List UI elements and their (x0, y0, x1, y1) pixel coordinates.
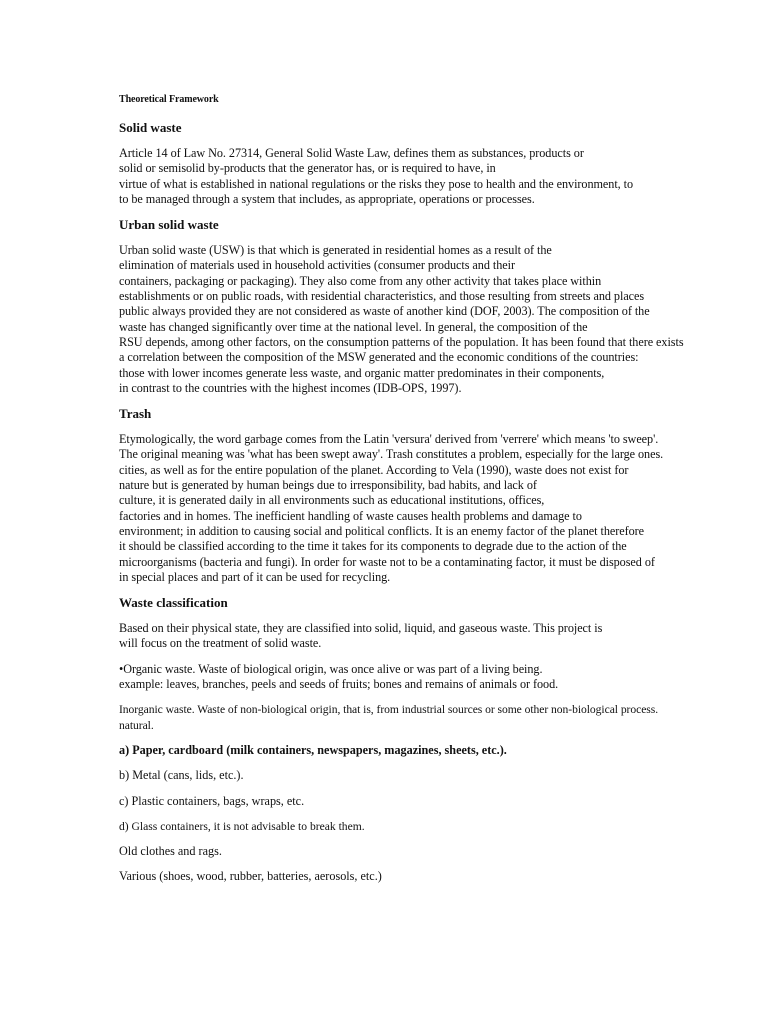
text-line: RSU depends, among other factors, on the consumption patterns of the population. It has been found that there exists (119, 334, 684, 349)
text-line: natural. (119, 718, 154, 732)
text-line: culture, it is generated daily in all environments such as educational institutions, offices, (119, 493, 545, 508)
text-line: example: leaves, branches, peels and seeds of fruits; bones and remains of animals or food. (119, 677, 559, 692)
text-line: waste has changed significantly over time at the national level. In general, the composition of the (119, 319, 588, 334)
text-line: in contrast to the countries with the highest incomes (IDB-OPS, 1997). (119, 380, 462, 395)
section-heading-urban-solid-waste: Urban solid waste (119, 217, 219, 233)
text-line: solid or semisolid by-products that the generator has, or is required to have, in (119, 161, 496, 176)
paragraph-inorganic-waste (119, 702, 709, 733)
list-item-various: Various (shoes, wood, rubber, batteries, aerosols, etc.) (119, 869, 382, 884)
text-line: cities, as well as for the entire population of the planet. According to Vela (1990), waste does not exist for (119, 462, 629, 477)
text-line: a correlation between the composition of the MSW generated and the economic conditions of the countries: (119, 350, 639, 365)
document-page (119, 94, 709, 895)
document-title: Theoretical Framework (119, 94, 219, 105)
list-item-paper: a) Paper, cardboard (milk containers, newspapers, magazines, sheets, etc.). (119, 742, 507, 757)
text-line: Etymologically, the word garbage comes from the Latin 'versura' derived from 'verrere' which means 'to sweep'. (119, 432, 659, 447)
section-heading-waste-classification: Waste classification (119, 595, 228, 611)
section-heading-solid-waste: Solid waste (119, 120, 182, 135)
list-item-metal: b) Metal (cans, lids, etc.). (119, 768, 244, 783)
text-line: elimination of materials used in household activities (consumer products and their (119, 258, 515, 273)
text-line: Based on their physical state, they are classified into solid, liquid, and gaseous waste. This project is (119, 621, 603, 636)
text-line: Inorganic waste. Waste of non-biological origin, that is, from industrial sources or some other non-biological process. (119, 703, 659, 717)
text-line: will focus on the treatment of solid waste. (119, 636, 322, 651)
text-line: nature but is generated by human beings due to irresponsibility, bad habits, and lack of (119, 478, 537, 493)
text-line: factories and in homes. The inefficient handling of waste causes health problems and damage to (119, 508, 582, 523)
text-line: environment; in addition to causing social and political conflicts. It is an enemy factor of the planet therefore (119, 523, 645, 538)
paragraph-urban-solid-waste (119, 243, 709, 396)
list-item-plastic: c) Plastic containers, bags, wraps, etc. (119, 793, 305, 808)
list-item-glass: d) Glass containers, it is not advisable to break them. (119, 819, 365, 833)
paragraph-trash (119, 432, 709, 585)
text-line: in special places and part of it can be used for recycling. (119, 569, 391, 584)
text-line: virtue of what is established in national regulations or the risks they pose to health and the environment, to (119, 176, 634, 191)
text-line: to be managed through a system that includes, as appropriate, operations or processes. (119, 191, 535, 206)
paragraph-organic-waste (119, 662, 709, 693)
text-line: public always provided they are not considered as waste of another kind (DOF, 2003). The composition of the (119, 304, 650, 319)
text-line: microorganisms (bacteria and fungi). In order for waste not to be a contaminating factor, it must be disposed of (119, 554, 655, 569)
text-line: •Organic waste. Waste of biological origin, was once alive or was part of a living being. (119, 661, 543, 676)
text-line: The original meaning was 'what has been swept away'. Trash constitutes a problem, especially for the large ones. (119, 447, 664, 462)
paragraph-solid-waste (119, 146, 709, 207)
text-line: it should be classified according to the time it takes for its components to degrade due to the action of the (119, 539, 627, 554)
text-line: those with lower incomes generate less waste, and organic matter predominates in their components, (119, 365, 605, 380)
paragraph-classification-intro (119, 621, 709, 652)
text-line: containers, packaging or packaging). They also come from any other activity that takes place within (119, 273, 602, 288)
list-item-clothes: Old clothes and rags. (119, 844, 222, 859)
text-line: establishments or on public roads, with residential characteristics, and those resulting from streets and places (119, 289, 645, 304)
section-heading-trash: Trash (119, 406, 152, 422)
text-line: Article 14 of Law No. 27314, General Solid Waste Law, defines them as substances, products or (119, 146, 584, 160)
text-line: Urban solid waste (USW) is that which is generated in residential homes as a result of the (119, 243, 552, 258)
